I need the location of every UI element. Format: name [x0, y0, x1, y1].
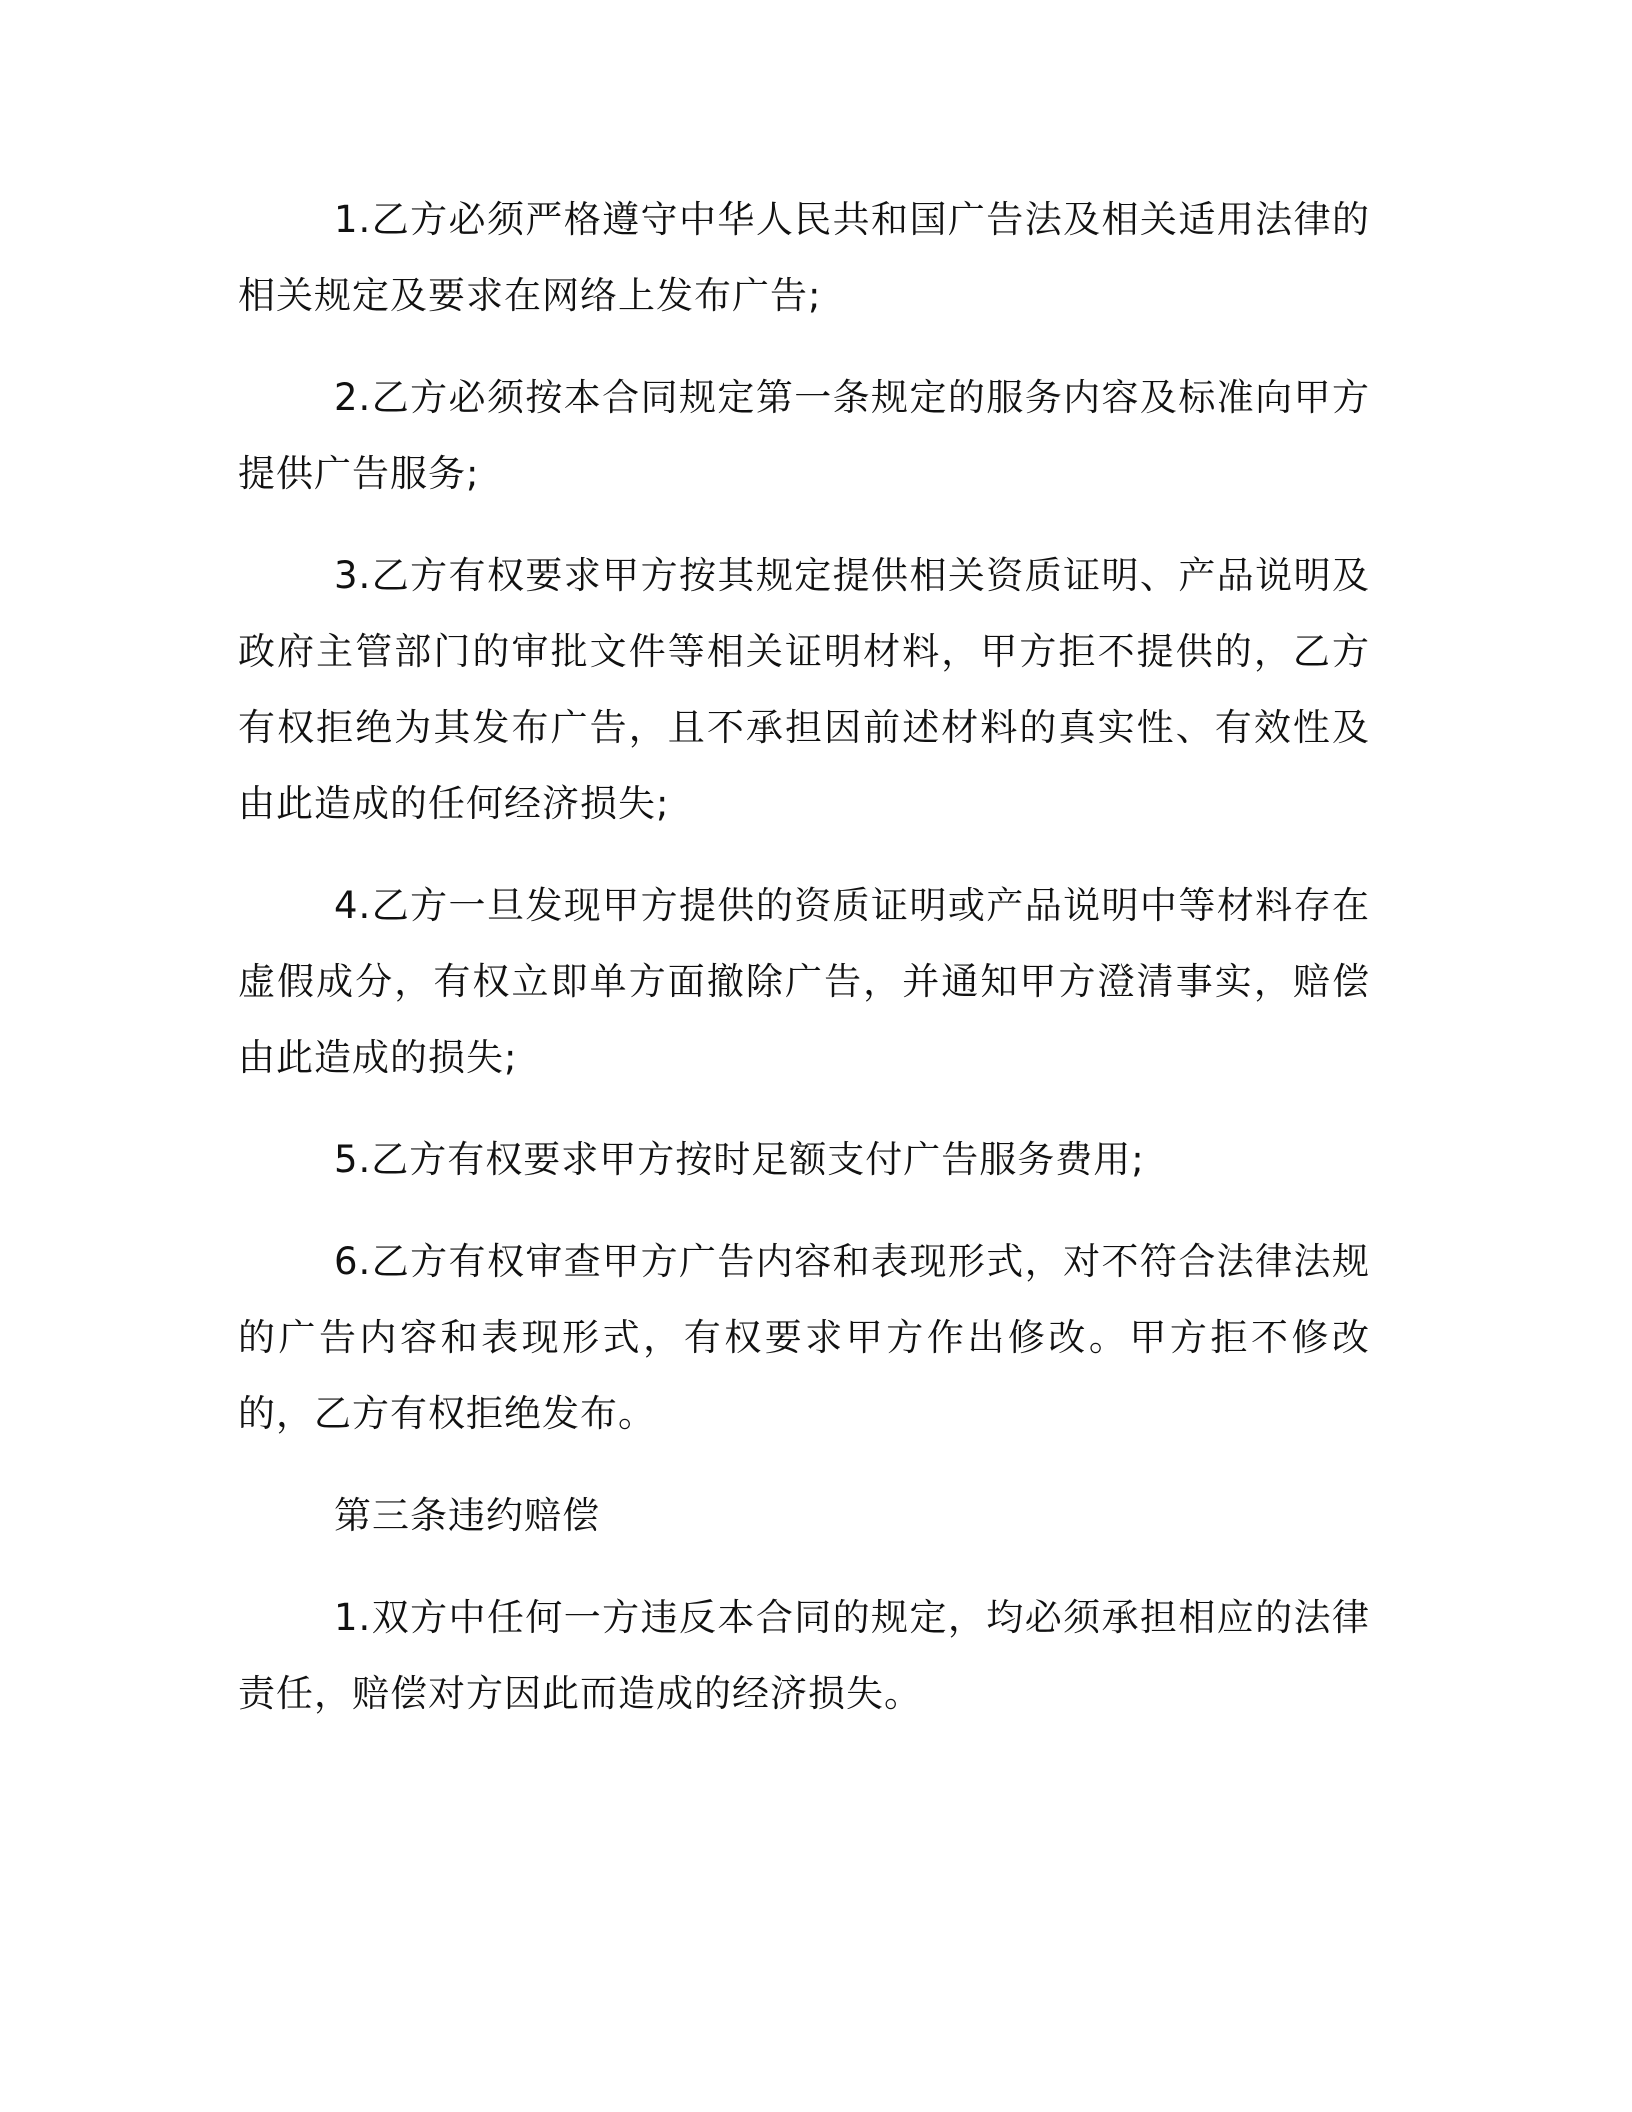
clause-paragraph-1: 1.乙方必须严格遵守中华人民共和国广告法及相关适用法律的相关规定及要求在网络上发布广告;: [238, 198, 1370, 317]
clause-paragraph-5: 5.乙方有权要求甲方按时足额支付广告服务费用;: [334, 1138, 1145, 1181]
section-heading: 第三条违约赔偿: [334, 1494, 600, 1537]
document-body: [238, 182, 1370, 1758]
section-paragraph-1: 1.双方中任何一方违反本合同的规定，均必须承担相应的法律责任，赔偿对方因此而造成的经济损失。: [238, 1596, 1370, 1715]
clause-paragraph-4: 4.乙方一旦发现甲方提供的资质证明或产品说明中等材料存在虚假成分，有权立即单方面撤除广告，并通知甲方澄清事实，赔偿由此造成的损失;: [238, 884, 1370, 1079]
clause-paragraph-3: 3.乙方有权要求甲方按其规定提供相关资质证明、产品说明及政府主管部门的审批文件等相关证明材料，甲方拒不提供的，乙方有权拒绝为其发布广告，且不承担因前述材料的真实性、有效性及由此造成的任何经济损失;: [238, 554, 1370, 825]
clause-paragraph-2: 2.乙方必须按本合同规定第一条规定的服务内容及标准向甲方提供广告服务;: [238, 376, 1370, 495]
clause-paragraph-6: 6.乙方有权审查甲方广告内容和表现形式，对不符合法律法规的广告内容和表现形式，有权要求甲方作出修改。甲方拒不修改的，乙方有权拒绝发布。: [238, 1240, 1370, 1435]
